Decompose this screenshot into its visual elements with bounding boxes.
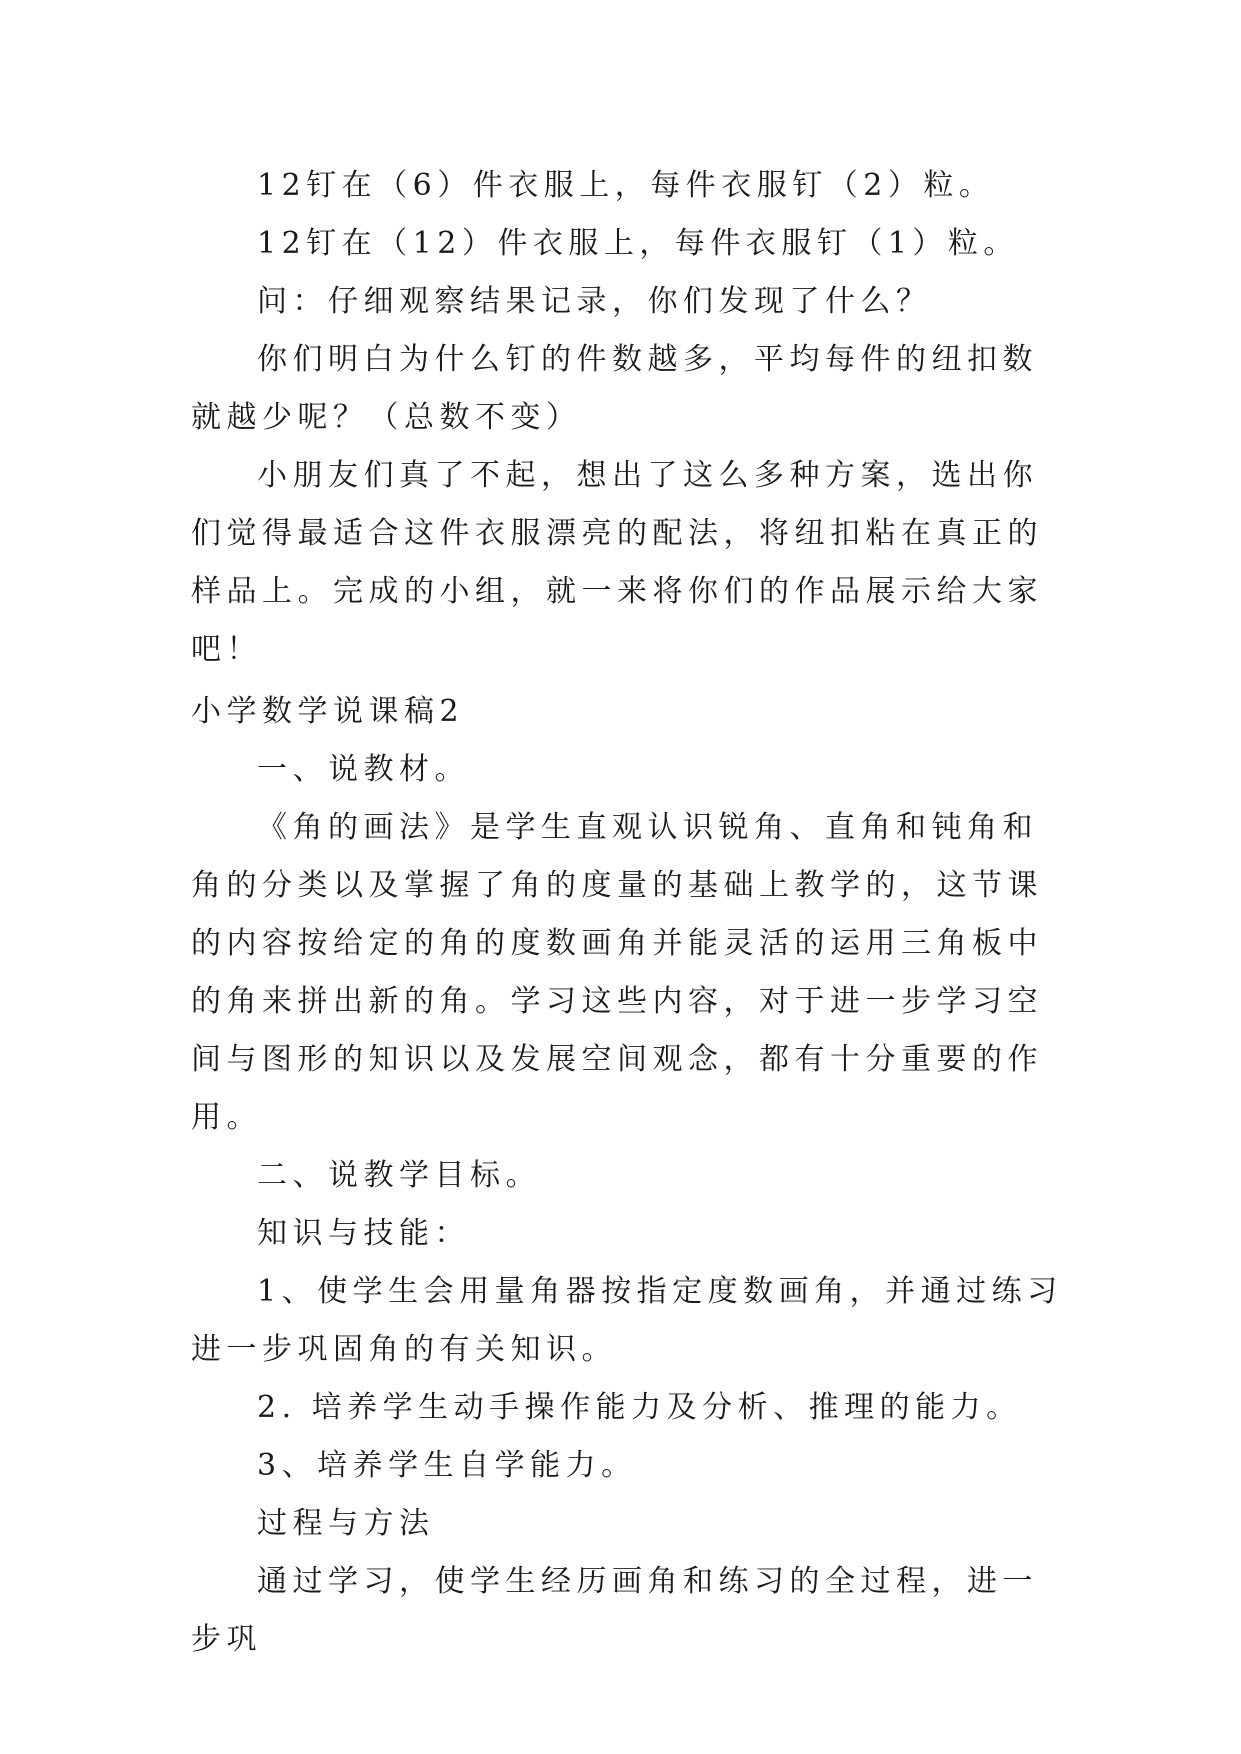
paragraph: 你们明白为什么钉的件数越多，平均每件的纽扣数就越少呢？（总数不变）: [191, 342, 1038, 435]
paragraph: 二、说教学目标。: [257, 1158, 541, 1193]
paragraph: 通过学习，使学生经历画角和练习的全过程，进一步巩: [191, 1564, 1038, 1657]
paragraph: 12钉在（6）件衣服上，每件衣服钉（2）粒。: [257, 168, 995, 203]
paragraph: 一、说教材。: [257, 752, 470, 787]
paragraph: 3、培养学生自学能力。: [257, 1448, 637, 1483]
paragraph: 问：仔细观察结果记录，你们发现了什么？: [257, 284, 932, 319]
paragraph: 过程与方法: [257, 1506, 435, 1541]
paragraph: 小朋友们真了不起，想出了这么多种方案，选出你们觉得最适合这件衣服漂亮的配法，将纽扣粘在真正的样品上。完成的小组，就一来将你们的作品展示给大家吧！: [191, 458, 1043, 667]
continued-text-block: [191, 157, 1071, 679]
paragraph: 《角的画法》是学生直观认识锐角、直角和钝角和角的分类以及掌握了角的度量的基础上教学的，这节课的内容按给定的角的度数画角并能灵活的运用三角板中的角来拼出新的角。学习这些内容，对于进一步学习空间与图形的知识以及发展空间观念，都有十分重要的作用。: [191, 810, 1043, 1135]
paragraph: 2. 培养学生动手操作能力及分析、推理的能力。: [257, 1390, 1022, 1425]
paragraph: 12钉在（12）件衣服上，每件衣服钉（1）粒。: [257, 226, 1019, 261]
paragraph: 1、使学生会用量角器按指定度数画角，并通过练习进一步巩固角的有关知识。: [191, 1274, 1063, 1367]
paragraph: 知识与技能：: [257, 1216, 470, 1251]
section-title: 小学数学说课稿2: [191, 694, 465, 729]
section-block: [191, 683, 1071, 1669]
